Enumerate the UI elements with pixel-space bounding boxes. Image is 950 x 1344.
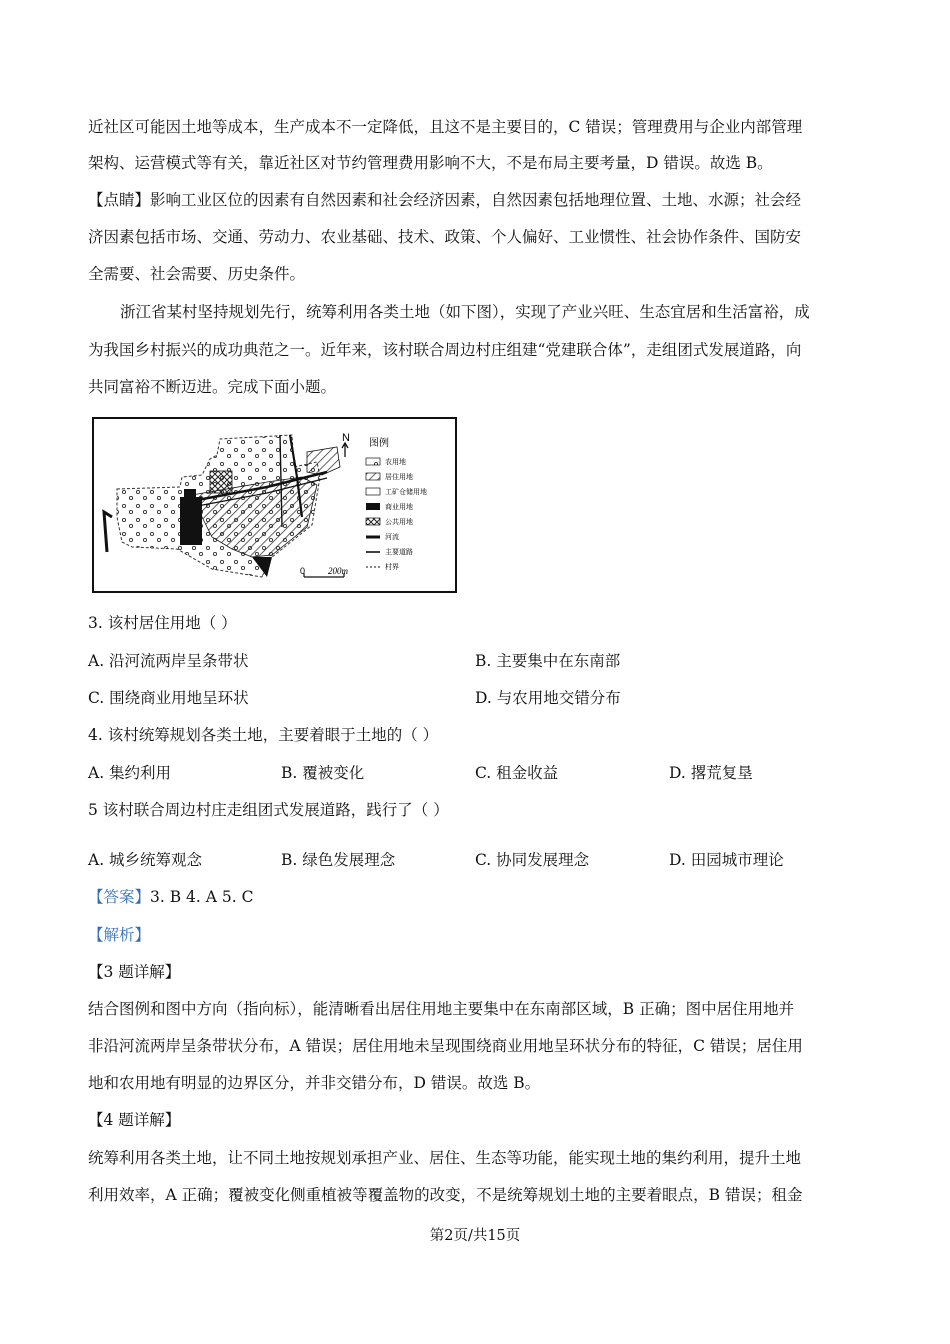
scale-zero: 0 [300, 566, 306, 576]
detail-3-title: 【3 题详解】 [88, 963, 181, 981]
question-3-stem: 3. 该村居住用地（ ） [88, 614, 237, 632]
q3-option-a: A. 沿河流两岸呈条带状 [88, 652, 249, 670]
detail-4-line: 利用效率，A 正确；覆被变化侧重植被等覆盖物的改变，不是统筹规划土地的主要着眼点，B 错误；租金 [88, 1186, 803, 1204]
q5-option-c: C. 协同发展理念 [475, 851, 590, 869]
analysis-tag: 【解析】 [88, 926, 151, 944]
land-use-map [92, 417, 457, 593]
q3-option-c: C. 围绕商业用地呈环状 [88, 689, 249, 707]
north-label: N [342, 432, 350, 444]
q3-option-b: B. 主要集中在东南部 [475, 652, 621, 670]
q4-option-d: D. 撂荒复垦 [669, 764, 753, 782]
paragraph-line: 济因素包括市场、交通、劳动力、农业基础、技术、政策、个人偏好、工业惯性、社会协作条件、国防安 [88, 228, 802, 246]
question-5-stem: 5 该村联合周边村庄走组团式发展道路，践行了（ ） [88, 801, 449, 819]
answer-line [88, 887, 253, 907]
legend-title: 图例 [369, 438, 389, 449]
material-line: 共同富裕不断迈进。完成下面小题。 [88, 378, 337, 396]
detail-3-line: 地和农用地有明显的边界区分，并非交错分布，D 错误。故选 B。 [88, 1074, 541, 1092]
detail-4-title: 【4 题详解】 [88, 1111, 181, 1129]
legend-label: 河流 [385, 534, 399, 541]
detail-3-line: 结合图例和图中方向（指向标），能清晰看出居住用地主要集中在东南部区域，B 正确；图中居住用地并 [88, 1000, 795, 1018]
legend-label: 居住用地 [385, 474, 413, 481]
q4-option-c: C. 租金收益 [475, 764, 559, 782]
scale-label: 200m [328, 566, 348, 576]
legend-swatch-farmland [366, 458, 380, 465]
q3-option-d: D. 与农用地交错分布 [475, 689, 621, 707]
legend-swatch-industrial [366, 488, 380, 495]
paragraph-line: 全需要、社会需要、历史条件。 [88, 265, 306, 283]
legend-label: 商业用地 [385, 504, 413, 511]
legend-label: 村界 [385, 564, 399, 571]
detail-4-line: 统筹利用各类土地，让不同土地按规划承担产业、居住、生态等功能，能实现土地的集约利用，提升土地 [88, 1149, 802, 1167]
public-area [210, 471, 232, 493]
q4-option-b: B. 覆被变化 [281, 764, 365, 782]
detail-3-line: 非沿河流两岸呈条带状分布，A 错误；居住用地未呈现围绕商业用地呈环状分布的特征，C 错误；居住用 [88, 1037, 803, 1055]
material-line: 为我国乡村振兴的成功典范之一。近年来，该村联合周边村庄组建“党建联合体”，走组团式发展道路，向 [88, 341, 802, 359]
q5-option-d: D. 田园城市理论 [669, 851, 784, 869]
answer-tag: 【答案】 [88, 888, 151, 906]
legend-swatch-public [366, 518, 380, 525]
commercial-area-small [184, 489, 196, 497]
paragraph-line: 近社区可能因土地等成本，生产成本不一定降低，且这不是主要目的，C 错误；管理费用与企业内部管理 [88, 118, 803, 136]
legend-swatch-commercial [366, 503, 380, 510]
tip-line: 【点睛】影响工业区位的因素有自然因素和社会经济因素，自然因素包括地理位置、土地、水源；社会经 [88, 191, 802, 209]
material-line: 浙江省某村坚持规划先行，统筹利用各类土地（如下图），实现了产业兴旺、生态宜居和生活富裕，成 [120, 303, 810, 321]
page-footer: 第2页/共15页 [429, 1228, 521, 1244]
commercial-area [180, 497, 202, 545]
q5-option-a: A. 城乡统筹观念 [88, 851, 203, 869]
legend-label: 公共用地 [385, 519, 413, 526]
q4-option-a: A. 集约利用 [88, 764, 172, 782]
paragraph-line: 架构、运营模式等有关，靠近社区对节约管理费用影响不大，不是布局主要考量，D 错误。故选 B。 [88, 154, 773, 172]
legend-label: 农用地 [385, 459, 406, 466]
answer-values: 3. B 4. A 5. C [150, 888, 254, 906]
legend-label: 工矿仓储用地 [385, 489, 427, 496]
question-4-stem: 4. 该村统筹规划各类土地，主要着眼于土地的（ ） [88, 726, 439, 744]
legend-swatch-residential [366, 473, 380, 480]
legend-label: 主要道路 [385, 549, 413, 556]
q5-option-b: B. 绿色发展理念 [281, 851, 396, 869]
